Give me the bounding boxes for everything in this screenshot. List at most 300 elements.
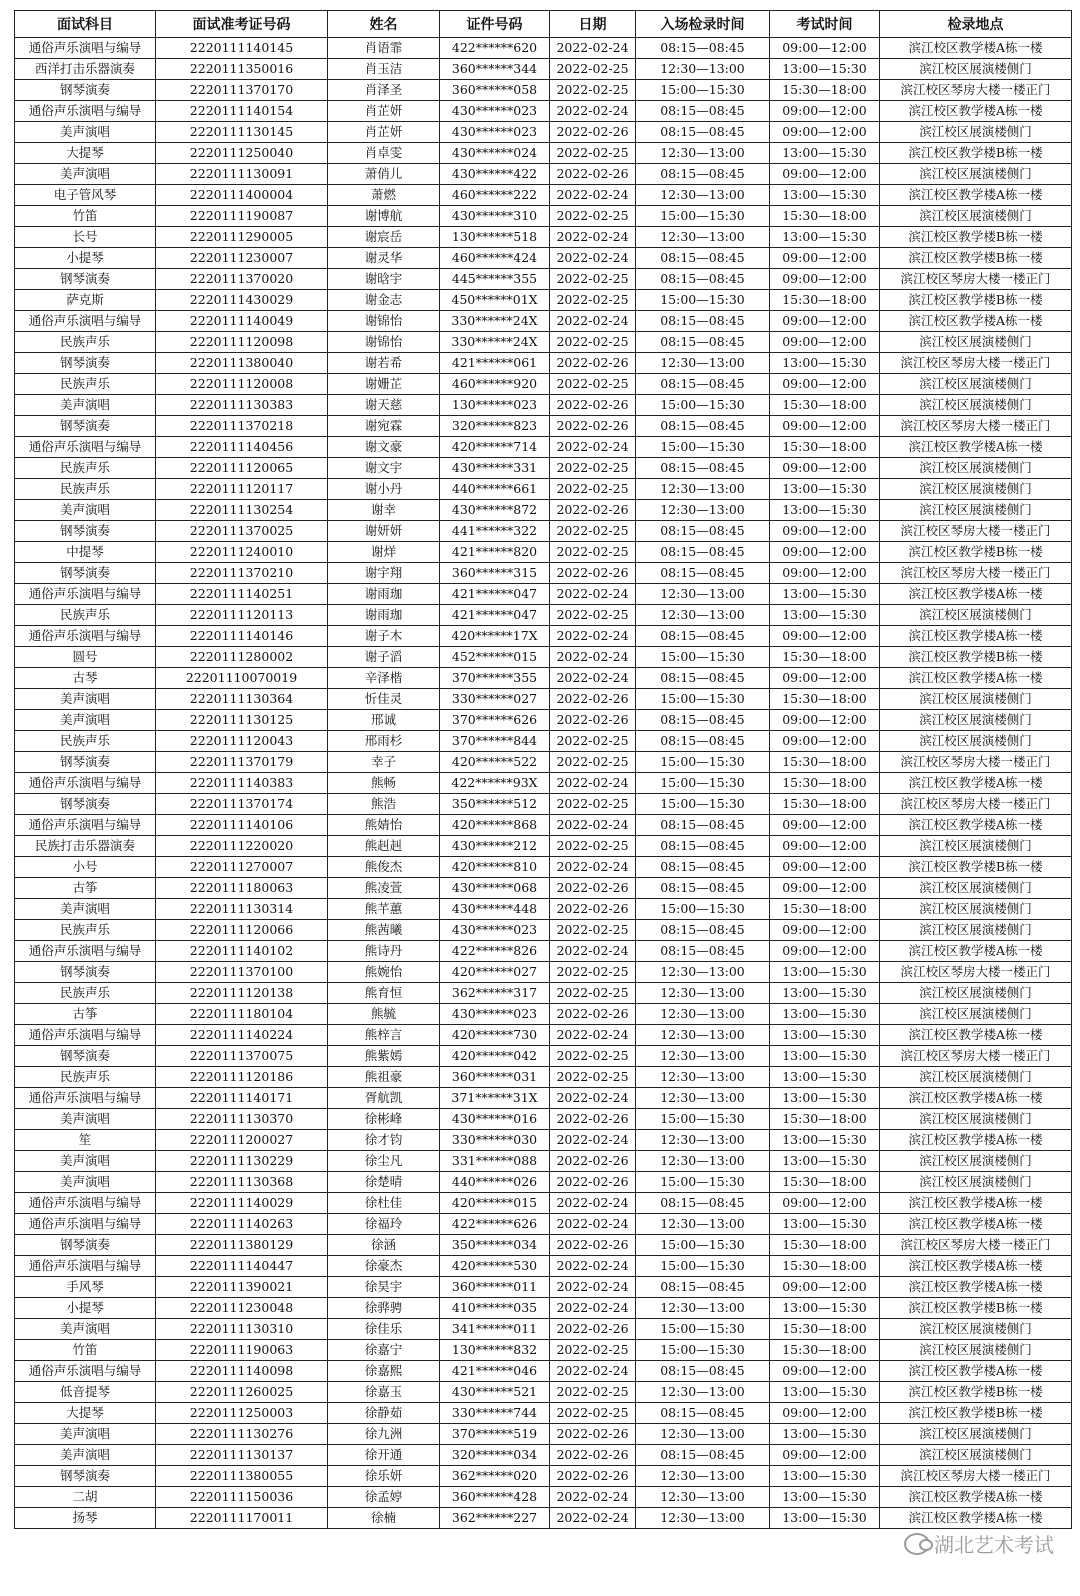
date-cell: 2022-02-25	[550, 332, 636, 353]
name-cell: 谢子木	[328, 626, 440, 647]
checkin-time-cell: 15:00—15:30	[636, 1319, 770, 1340]
checkin-location-cell: 滨江校区教学楼A栋一楼	[880, 941, 1072, 962]
id-number-cell: 460******920	[440, 374, 550, 395]
date-cell: 2022-02-26	[550, 563, 636, 584]
date-cell: 2022-02-25	[550, 752, 636, 773]
table-row	[15, 206, 1072, 227]
id-number-cell: 430******331	[440, 458, 550, 479]
exam-time-cell: 15:30—18:00	[770, 206, 880, 227]
name-cell: 熊诗丹	[328, 941, 440, 962]
table-row	[15, 101, 1072, 122]
subject-cell: 大提琴	[15, 143, 156, 164]
id-number-cell: 320******823	[440, 416, 550, 437]
subject-cell: 大提琴	[15, 1403, 156, 1424]
checkin-time-cell: 15:00—15:30	[636, 1256, 770, 1277]
admission-number-cell: 2220111380040	[156, 353, 328, 374]
admission-number-cell: 2220111140154	[156, 101, 328, 122]
admission-number-cell: 2220111140029	[156, 1193, 328, 1214]
subject-cell: 钢琴演奏	[15, 1466, 156, 1487]
date-cell: 2022-02-25	[550, 1067, 636, 1088]
name-cell: 谢宛霖	[328, 416, 440, 437]
checkin-location-cell: 滨江校区教学楼A栋一楼	[880, 1256, 1072, 1277]
id-number-cell: 422******620	[440, 38, 550, 59]
admission-number-cell: 2220111130254	[156, 500, 328, 521]
subject-cell: 电子管风琴	[15, 185, 156, 206]
subject-cell: 钢琴演奏	[15, 1235, 156, 1256]
checkin-location-cell: 滨江校区教学楼A栋一楼	[880, 668, 1072, 689]
exam-time-cell: 15:30—18:00	[770, 794, 880, 815]
name-cell: 谢宇翔	[328, 563, 440, 584]
checkin-time-cell: 12:30—13:00	[636, 1088, 770, 1109]
name-cell: 徐佳乐	[328, 1319, 440, 1340]
checkin-location-cell: 滨江校区展演楼侧门	[880, 59, 1072, 80]
date-cell: 2022-02-24	[550, 185, 636, 206]
id-number-cell: 420******714	[440, 437, 550, 458]
checkin-time-cell: 08:15—08:45	[636, 458, 770, 479]
table-row	[15, 1277, 1072, 1298]
name-cell: 谢文豪	[328, 437, 440, 458]
date-cell: 2022-02-26	[550, 353, 636, 374]
id-number-cell: 460******424	[440, 248, 550, 269]
id-number-cell: 422******826	[440, 941, 550, 962]
checkin-location-cell: 滨江校区教学楼A栋一楼	[880, 773, 1072, 794]
checkin-time-cell: 12:30—13:00	[636, 1382, 770, 1403]
table-row	[15, 1319, 1072, 1340]
exam-time-cell: 13:00—15:30	[770, 1508, 880, 1529]
table-header-row	[15, 11, 1072, 38]
name-cell: 徐才钧	[328, 1130, 440, 1151]
checkin-location-cell: 滨江校区教学楼A栋一楼	[880, 1277, 1072, 1298]
date-cell: 2022-02-25	[550, 80, 636, 101]
header-exam-time: 考试时间	[770, 11, 880, 38]
name-cell: 谢锦怡	[328, 332, 440, 353]
exam-time-cell: 09:00—12:00	[770, 542, 880, 563]
admission-number-cell: 2220111250040	[156, 143, 328, 164]
date-cell: 2022-02-25	[550, 962, 636, 983]
checkin-time-cell: 15:00—15:30	[636, 290, 770, 311]
exam-time-cell: 13:00—15:30	[770, 1214, 880, 1235]
exam-time-cell: 09:00—12:00	[770, 1277, 880, 1298]
date-cell: 2022-02-25	[550, 920, 636, 941]
subject-cell: 民族声乐	[15, 374, 156, 395]
table-row	[15, 1109, 1072, 1130]
table-row	[15, 290, 1072, 311]
checkin-time-cell: 15:00—15:30	[636, 794, 770, 815]
exam-time-cell: 13:00—15:30	[770, 983, 880, 1004]
admission-number-cell: 2220111130091	[156, 164, 328, 185]
checkin-location-cell: 滨江校区教学楼B栋一楼	[880, 227, 1072, 248]
checkin-time-cell: 12:30—13:00	[636, 185, 770, 206]
table-row	[15, 59, 1072, 80]
subject-cell: 美声演唱	[15, 1445, 156, 1466]
checkin-location-cell: 滨江校区教学楼B栋一楼	[880, 248, 1072, 269]
table-row	[15, 941, 1072, 962]
exam-time-cell: 15:30—18:00	[770, 1340, 880, 1361]
date-cell: 2022-02-24	[550, 815, 636, 836]
admission-number-cell: 2220111120066	[156, 920, 328, 941]
checkin-location-cell: 滨江校区展演楼侧门	[880, 1319, 1072, 1340]
table-row	[15, 605, 1072, 626]
checkin-location-cell: 滨江校区展演楼侧门	[880, 332, 1072, 353]
name-cell: 谢姗芷	[328, 374, 440, 395]
name-cell: 谢博航	[328, 206, 440, 227]
checkin-time-cell: 12:30—13:00	[636, 1151, 770, 1172]
name-cell: 徐九洲	[328, 1424, 440, 1445]
exam-time-cell: 09:00—12:00	[770, 857, 880, 878]
subject-cell: 钢琴演奏	[15, 794, 156, 815]
checkin-time-cell: 08:15—08:45	[636, 521, 770, 542]
checkin-time-cell: 08:15—08:45	[636, 1277, 770, 1298]
checkin-time-cell: 08:15—08:45	[636, 878, 770, 899]
subject-cell: 民族声乐	[15, 479, 156, 500]
name-cell: 徐豪杰	[328, 1256, 440, 1277]
admission-number-cell: 2220111350016	[156, 59, 328, 80]
checkin-location-cell: 滨江校区展演楼侧门	[880, 164, 1072, 185]
id-number-cell: 330******744	[440, 1403, 550, 1424]
checkin-location-cell: 滨江校区教学楼A栋一楼	[880, 185, 1072, 206]
name-cell: 谢晗宇	[328, 269, 440, 290]
checkin-location-cell: 滨江校区教学楼B栋一楼	[880, 290, 1072, 311]
checkin-location-cell: 滨江校区展演楼侧门	[880, 836, 1072, 857]
id-number-cell: 430******023	[440, 101, 550, 122]
exam-time-cell: 15:30—18:00	[770, 752, 880, 773]
checkin-location-cell: 滨江校区教学楼A栋一楼	[880, 101, 1072, 122]
exam-time-cell: 09:00—12:00	[770, 1193, 880, 1214]
subject-cell: 手风琴	[15, 1277, 156, 1298]
checkin-time-cell: 08:15—08:45	[636, 731, 770, 752]
subject-cell: 古筝	[15, 1004, 156, 1025]
admission-number-cell: 2220111370100	[156, 962, 328, 983]
checkin-time-cell: 08:15—08:45	[636, 311, 770, 332]
name-cell: 辛泽楷	[328, 668, 440, 689]
date-cell: 2022-02-25	[550, 605, 636, 626]
date-cell: 2022-02-24	[550, 1214, 636, 1235]
table-row	[15, 626, 1072, 647]
admission-number-cell: 2220111370174	[156, 794, 328, 815]
exam-time-cell: 13:00—15:30	[770, 1466, 880, 1487]
checkin-location-cell: 滨江校区教学楼A栋一楼	[880, 626, 1072, 647]
table-row	[15, 920, 1072, 941]
name-cell: 熊畅	[328, 773, 440, 794]
id-number-cell: 420******810	[440, 857, 550, 878]
admission-number-cell: 2220111400004	[156, 185, 328, 206]
table-row	[15, 1340, 1072, 1361]
date-cell: 2022-02-26	[550, 122, 636, 143]
checkin-time-cell: 12:30—13:00	[636, 479, 770, 500]
admission-number-cell: 2220111130276	[156, 1424, 328, 1445]
date-cell: 2022-02-24	[550, 1130, 636, 1151]
checkin-location-cell: 滨江校区教学楼B栋一楼	[880, 1382, 1072, 1403]
subject-cell: 竹笛	[15, 206, 156, 227]
admission-number-cell: 2220111120065	[156, 458, 328, 479]
subject-cell: 民族声乐	[15, 731, 156, 752]
checkin-time-cell: 15:00—15:30	[636, 1340, 770, 1361]
checkin-location-cell: 滨江校区展演楼侧门	[880, 500, 1072, 521]
exam-time-cell: 13:00—15:30	[770, 1130, 880, 1151]
checkin-location-cell: 滨江校区琴房大楼一楼正门	[880, 794, 1072, 815]
exam-time-cell: 09:00—12:00	[770, 521, 880, 542]
date-cell: 2022-02-26	[550, 878, 636, 899]
subject-cell: 圆号	[15, 647, 156, 668]
table-row	[15, 773, 1072, 794]
table-row	[15, 164, 1072, 185]
date-cell: 2022-02-26	[550, 1424, 636, 1445]
admission-number-cell: 2220111140251	[156, 584, 328, 605]
id-number-cell: 420******17X	[440, 626, 550, 647]
subject-cell: 美声演唱	[15, 899, 156, 920]
id-number-cell: 360******011	[440, 1277, 550, 1298]
id-number-cell: 430******422	[440, 164, 550, 185]
name-cell: 徐楚晴	[328, 1172, 440, 1193]
checkin-time-cell: 12:30—13:00	[636, 584, 770, 605]
checkin-time-cell: 08:15—08:45	[636, 101, 770, 122]
subject-cell: 美声演唱	[15, 1319, 156, 1340]
date-cell: 2022-02-24	[550, 857, 636, 878]
name-cell: 胥航凯	[328, 1088, 440, 1109]
id-number-cell: 130******023	[440, 395, 550, 416]
checkin-time-cell: 08:15—08:45	[636, 668, 770, 689]
name-cell: 肖芷妍	[328, 101, 440, 122]
checkin-time-cell: 08:15—08:45	[636, 563, 770, 584]
checkin-time-cell: 08:15—08:45	[636, 1445, 770, 1466]
table-row	[15, 1130, 1072, 1151]
name-cell: 谢灵华	[328, 248, 440, 269]
exam-time-cell: 15:30—18:00	[770, 80, 880, 101]
exam-time-cell: 09:00—12:00	[770, 626, 880, 647]
checkin-location-cell: 滨江校区展演楼侧门	[880, 1151, 1072, 1172]
admission-number-cell: 2220111180104	[156, 1004, 328, 1025]
date-cell: 2022-02-25	[550, 143, 636, 164]
admission-number-cell: 2220111120008	[156, 374, 328, 395]
id-number-cell: 430******448	[440, 899, 550, 920]
exam-time-cell: 13:00—15:30	[770, 1004, 880, 1025]
exam-time-cell: 09:00—12:00	[770, 248, 880, 269]
name-cell: 熊茜曦	[328, 920, 440, 941]
admission-number-cell: 2220111260025	[156, 1382, 328, 1403]
checkin-time-cell: 15:00—15:30	[636, 395, 770, 416]
subject-cell: 美声演唱	[15, 122, 156, 143]
admission-number-cell: 2220111140171	[156, 1088, 328, 1109]
header-admission-number: 面试准考证号码	[156, 11, 328, 38]
admission-number-cell: 2220111370025	[156, 521, 328, 542]
admission-number-cell: 2220111140098	[156, 1361, 328, 1382]
checkin-location-cell: 滨江校区教学楼A栋一楼	[880, 584, 1072, 605]
exam-time-cell: 13:00—15:30	[770, 227, 880, 248]
id-number-cell: 421******046	[440, 1361, 550, 1382]
date-cell: 2022-02-26	[550, 416, 636, 437]
checkin-location-cell: 滨江校区展演楼侧门	[880, 374, 1072, 395]
checkin-time-cell: 12:30—13:00	[636, 983, 770, 1004]
checkin-time-cell: 15:00—15:30	[636, 689, 770, 710]
id-number-cell: 430******212	[440, 836, 550, 857]
name-cell: 徐骅骋	[328, 1298, 440, 1319]
table-row	[15, 1445, 1072, 1466]
admission-number-cell: 2220111230048	[156, 1298, 328, 1319]
date-cell: 2022-02-24	[550, 1361, 636, 1382]
exam-time-cell: 09:00—12:00	[770, 563, 880, 584]
name-cell: 谢宸岳	[328, 227, 440, 248]
date-cell: 2022-02-24	[550, 1088, 636, 1109]
exam-time-cell: 09:00—12:00	[770, 1445, 880, 1466]
table-row	[15, 1193, 1072, 1214]
subject-cell: 美声演唱	[15, 689, 156, 710]
exam-time-cell: 09:00—12:00	[770, 311, 880, 332]
table-row	[15, 1172, 1072, 1193]
checkin-time-cell: 15:00—15:30	[636, 1109, 770, 1130]
checkin-location-cell: 滨江校区教学楼A栋一楼	[880, 1130, 1072, 1151]
watermark-text: 湖北艺术考试	[934, 1533, 1054, 1557]
admission-number-cell: 2220111130310	[156, 1319, 328, 1340]
date-cell: 2022-02-25	[550, 479, 636, 500]
id-number-cell: 362******227	[440, 1508, 550, 1529]
admission-number-cell: 2220111140447	[156, 1256, 328, 1277]
table-row	[15, 542, 1072, 563]
checkin-time-cell: 12:30—13:00	[636, 500, 770, 521]
id-number-cell: 420******027	[440, 962, 550, 983]
checkin-location-cell: 滨江校区琴房大楼一楼正门	[880, 1466, 1072, 1487]
name-cell: 徐昊宇	[328, 1277, 440, 1298]
admission-number-cell: 2220111120098	[156, 332, 328, 353]
id-number-cell: 350******034	[440, 1235, 550, 1256]
date-cell: 2022-02-24	[550, 101, 636, 122]
admission-number-cell: 2220111140224	[156, 1025, 328, 1046]
admission-number-cell: 2220111130314	[156, 899, 328, 920]
subject-cell: 钢琴演奏	[15, 80, 156, 101]
table-row	[15, 143, 1072, 164]
date-cell: 2022-02-26	[550, 1172, 636, 1193]
admission-number-cell: 2220111370020	[156, 269, 328, 290]
checkin-time-cell: 12:30—13:00	[636, 1130, 770, 1151]
name-cell: 谢幸	[328, 500, 440, 521]
id-number-cell: 420******042	[440, 1046, 550, 1067]
subject-cell: 通俗声乐演唱与编导	[15, 1361, 156, 1382]
date-cell: 2022-02-24	[550, 626, 636, 647]
date-cell: 2022-02-26	[550, 1319, 636, 1340]
id-number-cell: 420******868	[440, 815, 550, 836]
table-row	[15, 1004, 1072, 1025]
table-row	[15, 1298, 1072, 1319]
date-cell: 2022-02-24	[550, 38, 636, 59]
subject-cell: 民族声乐	[15, 983, 156, 1004]
subject-cell: 美声演唱	[15, 1424, 156, 1445]
checkin-location-cell: 滨江校区展演楼侧门	[880, 983, 1072, 1004]
date-cell: 2022-02-26	[550, 1445, 636, 1466]
id-number-cell: 360******031	[440, 1067, 550, 1088]
date-cell: 2022-02-25	[550, 1046, 636, 1067]
exam-time-cell: 09:00—12:00	[770, 1361, 880, 1382]
date-cell: 2022-02-24	[550, 437, 636, 458]
table-row	[15, 248, 1072, 269]
subject-cell: 钢琴演奏	[15, 962, 156, 983]
table-row	[15, 1046, 1072, 1067]
checkin-location-cell: 滨江校区展演楼侧门	[880, 479, 1072, 500]
subject-cell: 美声演唱	[15, 1151, 156, 1172]
checkin-location-cell: 滨江校区琴房大楼一楼正门	[880, 416, 1072, 437]
id-number-cell: 370******844	[440, 731, 550, 752]
subject-cell: 扬琴	[15, 1508, 156, 1529]
id-number-cell: 430******023	[440, 1004, 550, 1025]
id-number-cell: 421******061	[440, 353, 550, 374]
subject-cell: 美声演唱	[15, 164, 156, 185]
id-number-cell: 130******832	[440, 1340, 550, 1361]
header-date: 日期	[550, 11, 636, 38]
admission-number-cell: 2220111290005	[156, 227, 328, 248]
name-cell: 幸子	[328, 752, 440, 773]
date-cell: 2022-02-24	[550, 773, 636, 794]
table-row	[15, 38, 1072, 59]
subject-cell: 通俗声乐演唱与编导	[15, 1088, 156, 1109]
checkin-time-cell: 08:15—08:45	[636, 1403, 770, 1424]
checkin-location-cell: 滨江校区琴房大楼一楼正门	[880, 269, 1072, 290]
id-number-cell: 370******519	[440, 1424, 550, 1445]
id-number-cell: 460******222	[440, 185, 550, 206]
subject-cell: 古琴	[15, 668, 156, 689]
id-number-cell: 421******820	[440, 542, 550, 563]
date-cell: 2022-02-25	[550, 458, 636, 479]
checkin-time-cell: 08:15—08:45	[636, 164, 770, 185]
admission-number-cell: 2220111250003	[156, 1403, 328, 1424]
name-cell: 邢诚	[328, 710, 440, 731]
exam-time-cell: 09:00—12:00	[770, 941, 880, 962]
checkin-time-cell: 08:15—08:45	[636, 122, 770, 143]
name-cell: 谢文宇	[328, 458, 440, 479]
exam-time-cell: 15:30—18:00	[770, 773, 880, 794]
id-number-cell: 360******428	[440, 1487, 550, 1508]
name-cell: 肖玉洁	[328, 59, 440, 80]
checkin-time-cell: 15:00—15:30	[636, 647, 770, 668]
id-number-cell: 330******030	[440, 1130, 550, 1151]
date-cell: 2022-02-24	[550, 1256, 636, 1277]
checkin-location-cell: 滨江校区教学楼A栋一楼	[880, 815, 1072, 836]
id-number-cell: 430******024	[440, 143, 550, 164]
table-row	[15, 395, 1072, 416]
checkin-location-cell: 滨江校区琴房大楼一楼正门	[880, 1235, 1072, 1256]
checkin-time-cell: 15:00—15:30	[636, 899, 770, 920]
checkin-time-cell: 08:15—08:45	[636, 815, 770, 836]
subject-cell: 通俗声乐演唱与编导	[15, 101, 156, 122]
id-number-cell: 452******015	[440, 647, 550, 668]
exam-schedule-table	[14, 10, 1072, 1529]
exam-time-cell: 13:00—15:30	[770, 59, 880, 80]
admission-number-cell: 2220111270007	[156, 857, 328, 878]
admission-number-cell: 2220111130137	[156, 1445, 328, 1466]
wechat-icon	[904, 1533, 930, 1555]
admission-number-cell: 2220111130368	[156, 1172, 328, 1193]
date-cell: 2022-02-26	[550, 1466, 636, 1487]
name-cell: 邢雨杉	[328, 731, 440, 752]
name-cell: 萧俏儿	[328, 164, 440, 185]
name-cell: 谢若希	[328, 353, 440, 374]
subject-cell: 通俗声乐演唱与编导	[15, 773, 156, 794]
checkin-time-cell: 15:00—15:30	[636, 437, 770, 458]
table-row	[15, 80, 1072, 101]
checkin-location-cell: 滨江校区琴房大楼一楼正门	[880, 752, 1072, 773]
exam-time-cell: 13:00—15:30	[770, 143, 880, 164]
checkin-time-cell: 15:00—15:30	[636, 206, 770, 227]
checkin-time-cell: 08:15—08:45	[636, 857, 770, 878]
subject-cell: 民族声乐	[15, 1067, 156, 1088]
checkin-location-cell: 滨江校区展演楼侧门	[880, 206, 1072, 227]
name-cell: 徐杜佳	[328, 1193, 440, 1214]
date-cell: 2022-02-25	[550, 290, 636, 311]
name-cell: 谢雨珈	[328, 584, 440, 605]
exam-time-cell: 15:30—18:00	[770, 437, 880, 458]
table-row	[15, 1235, 1072, 1256]
admission-number-cell: 2220111140049	[156, 311, 328, 332]
table-row	[15, 437, 1072, 458]
admission-number-cell: 2220111180063	[156, 878, 328, 899]
exam-time-cell: 09:00—12:00	[770, 332, 880, 353]
